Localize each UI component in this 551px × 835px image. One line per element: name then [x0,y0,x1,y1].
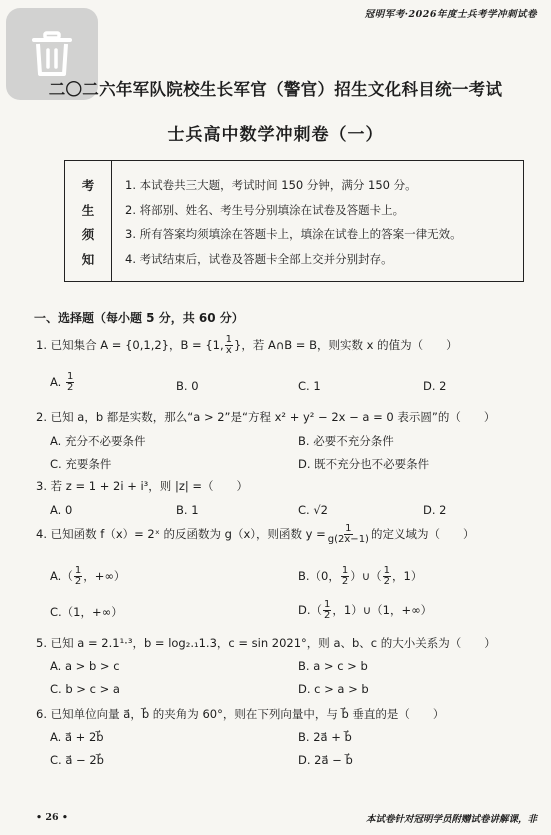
q4-option-a [50,566,125,587]
page-number: • 26 • [36,812,68,823]
q4-option-c: C.（1，+∞） [50,605,123,619]
option-text: ，1） [392,569,423,583]
q6-option-c: C. a⃗ − 2b⃗ [50,753,104,767]
q4-option-b [298,566,422,587]
footer-note: 本试卷针对冠明学员附赠试卷讲解课，非 [365,814,537,825]
q5-option-b: B. a > c > b [298,659,368,673]
option-text: ，1）∪（1，+∞） [332,603,433,617]
question-5: 5. 已知 a = 2.1¹·³，b = log₂.₁1.3，c = sin 2021°，则 a、b、c 的大小关系为（ ） [36,636,496,650]
q3-option-c: C. √2 [298,503,328,517]
notice-side-char: 须 [81,227,95,242]
q5-option-c: C. b > c > a [50,682,120,696]
option-text: ，+∞） [83,569,126,583]
numerator: 1 [383,565,391,576]
section-heading: 一、选择题（每小题 5 分，共 60 分） [34,311,244,325]
q2-option-d: D. 既不充分也不必要条件 [298,457,430,471]
option-label: A. [50,375,62,389]
q1-option-a [50,372,75,393]
denominator: 2 [324,610,331,621]
fraction [74,566,82,587]
numerator: 1 [324,599,331,610]
exam-title: 二〇二六年军队院校生长军官（警官）招生文化科目统一考试 [48,80,503,99]
q6-option-a: A. a⃗ + 2b⃗ [50,730,104,744]
question-4 [36,524,474,545]
numerator: 1 [345,523,352,534]
numerator: 1 [341,565,349,576]
fraction [341,566,349,587]
numerator: 1 [66,371,74,382]
trash-icon [30,30,74,78]
q6-option-b: B. 2a⃗ + b⃗ [298,730,352,744]
denominator: x [225,345,232,356]
question-3: 3. 若 z = 1 + 2i + i³，则 |z| =（ ） [36,479,249,493]
option-text: ）∪（ [350,569,382,583]
exam-notice-box [64,160,524,282]
fraction [66,372,74,393]
header-note: 冠明军考·2026年度士兵考学冲刺试卷 [364,9,537,20]
notice-side-char: 生 [81,203,95,218]
q4-option-d [298,600,432,621]
numerator: 1 [74,565,82,576]
q2-option-c: C. 充要条件 [50,457,112,471]
fraction [383,566,391,587]
notice-side-char: 考 [81,178,95,193]
q5-option-d: D. c > a > b [298,682,369,696]
notice-side-label [65,161,112,281]
question-1-stem-start: 1. 已知集合 A = {0,1,2}，B = {1, [36,338,224,352]
notice-rule: 1. 本试卷共三大题，考试时间 150 分钟，满分 150 分。 [125,178,417,192]
question-6: 6. 已知单位向量 a⃗，b⃗ 的夹角为 60°，则在下列向量中，与 b⃗ 垂直的是（ ） [36,707,445,721]
option-text: A.（ [50,569,73,583]
q2-option-a: A. 充分不必要条件 [50,434,146,448]
q6-option-d: D. 2a⃗ − b⃗ [298,753,353,767]
q1-option-c: C. 1 [298,379,321,393]
option-text: D.（ [298,603,323,617]
denominator: g(2x−1) [327,534,369,545]
notice-rule: 3. 所有答案均须填涂在答题卡上，填涂在试卷上的答案一律无效。 [125,227,462,241]
notice-rule: 2. 将部别、姓名、考生号分别填涂在试卷及答题卡上。 [125,203,405,217]
q2-option-b: B. 必要不充分条件 [298,434,394,448]
denominator: 2 [341,576,349,587]
fraction [323,600,331,621]
q5-option-a: A. a > b > c [50,659,120,673]
question-2: 2. 已知 a，b 都是实数，那么“a > 2”是“方程 x² + y² − 2x − a = 0 表示圆”的（ ） [36,410,496,424]
option-text: B.（0， [298,569,340,583]
question-1 [36,335,458,356]
question-4-stem-start: 4. 已知函数 f（x）= 2ˣ 的反函数为 g（x），则函数 y = [36,527,326,541]
question-4-stem-end: 的定义域为（ ） [370,527,475,541]
q3-option-a: A. 0 [50,503,73,517]
denominator: 2 [74,576,82,587]
q3-option-b: B. 1 [176,503,199,517]
notice-rule: 4. 考试结束后，试卷及答题卡全部上交并分别封存。 [125,252,393,266]
fraction [327,524,370,545]
q1-option-d: D. 2 [423,379,447,393]
denominator: 2 [66,382,74,393]
numerator: 1 [225,334,232,345]
question-1-stem-end: }，若 A∩B = B，则实数 x 的值为（ ） [234,338,458,352]
q1-option-b: B. 0 [176,379,199,393]
fraction [225,335,233,356]
notice-side-char: 知 [81,252,95,267]
q3-option-d: D. 2 [423,503,447,517]
denominator: 2 [383,576,391,587]
paper-subtitle: 士兵高中数学冲刺卷（一） [167,125,384,145]
